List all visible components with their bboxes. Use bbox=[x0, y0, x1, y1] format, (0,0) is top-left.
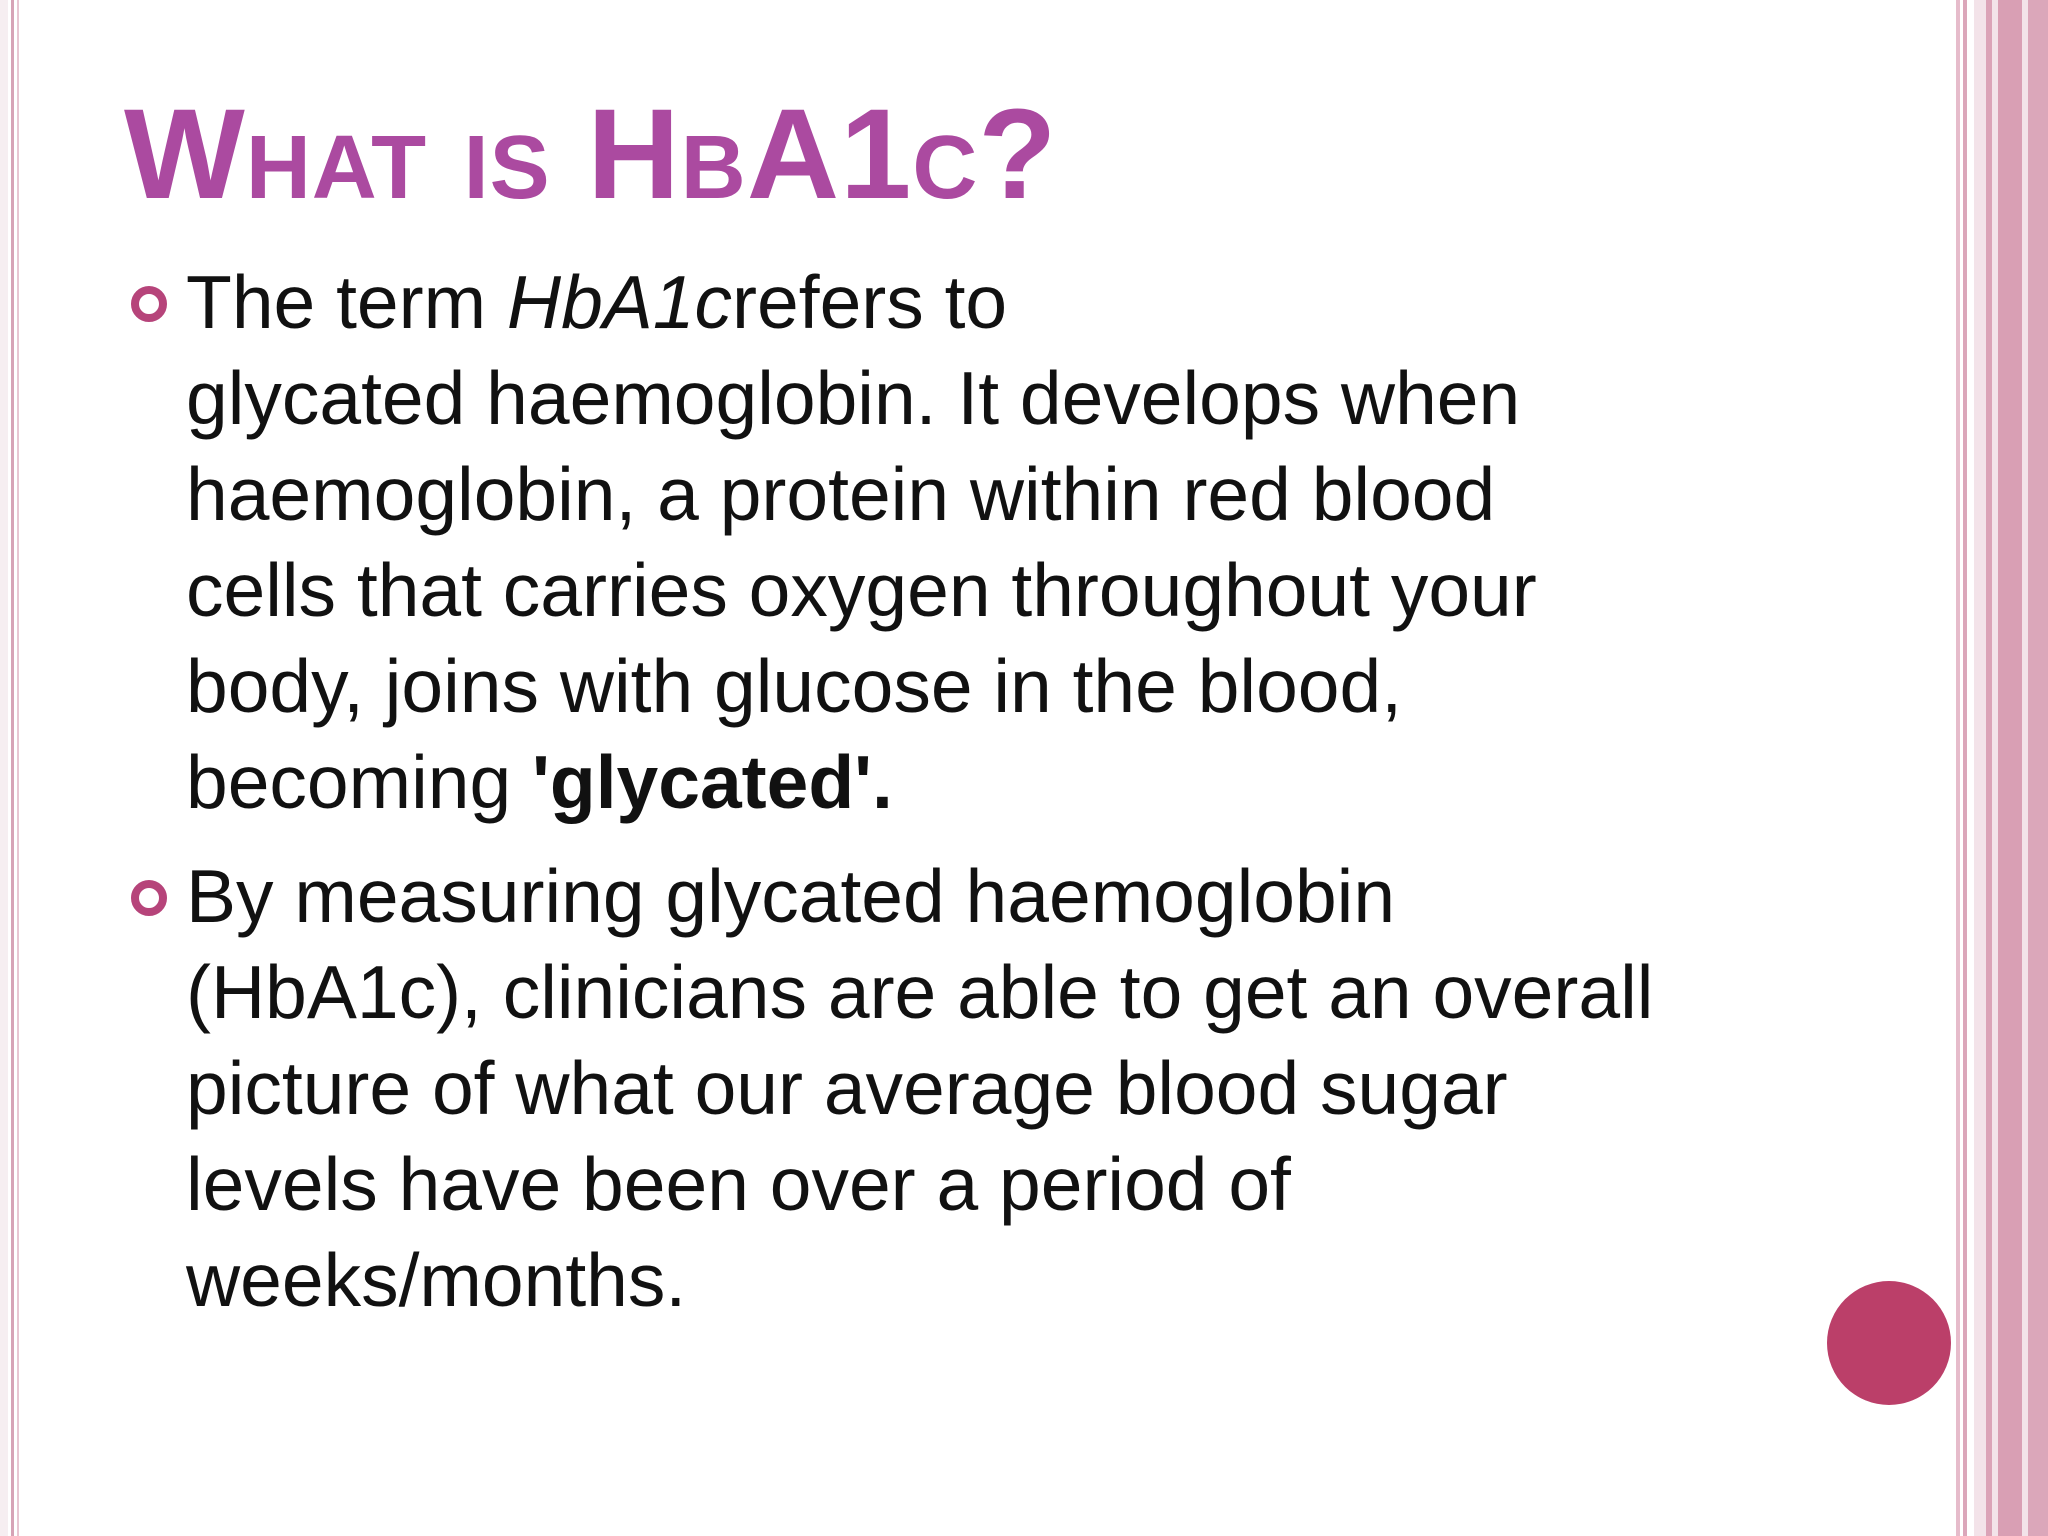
text-run: refers to bbox=[732, 260, 1008, 344]
text-line: haemoglobin, a protein within red blood bbox=[186, 452, 1496, 536]
text-line: weeks/months. bbox=[186, 1238, 687, 1322]
text-line: (HbA1c), clinicians are able to get an overall bbox=[186, 950, 1654, 1034]
right-border-stripe bbox=[1956, 0, 1960, 1536]
bullet-list bbox=[128, 254, 1778, 1328]
right-border-stripe bbox=[1998, 0, 2022, 1536]
left-border-line-thin bbox=[17, 0, 19, 1536]
text-run: The term bbox=[186, 260, 507, 344]
text-line: body, joins with glucose in the blood, bbox=[186, 644, 1403, 728]
text-line bbox=[186, 254, 1778, 350]
slide-title: What is HbA1c? bbox=[124, 83, 1058, 226]
right-border-stripe bbox=[1963, 0, 1967, 1536]
bold-term: 'glycated'. bbox=[532, 740, 893, 824]
text-line bbox=[186, 734, 1778, 830]
text-line: cells that carries oxygen throughout your bbox=[186, 548, 1537, 632]
ring-bullet-icon bbox=[131, 880, 167, 916]
bullet-item bbox=[128, 254, 1778, 830]
text-line: glycated haemoglobin. It develops when bbox=[186, 356, 1521, 440]
text-line: picture of what our average blood sugar bbox=[186, 1046, 1508, 1130]
left-border-fill bbox=[0, 0, 8, 1536]
text-line: By measuring glycated haemoglobin bbox=[186, 854, 1396, 938]
bullet-item bbox=[128, 848, 1778, 1328]
text-run: becoming bbox=[186, 740, 533, 824]
italic-term: HbA1c bbox=[506, 260, 733, 344]
circle-dot-icon bbox=[1827, 1281, 1951, 1405]
ring-bullet-icon bbox=[131, 286, 167, 322]
text-line: levels have been over a period of bbox=[186, 1142, 1291, 1226]
left-border-line bbox=[11, 0, 14, 1536]
right-border-stripe bbox=[2028, 0, 2048, 1536]
right-border-stripe bbox=[1974, 0, 1986, 1536]
